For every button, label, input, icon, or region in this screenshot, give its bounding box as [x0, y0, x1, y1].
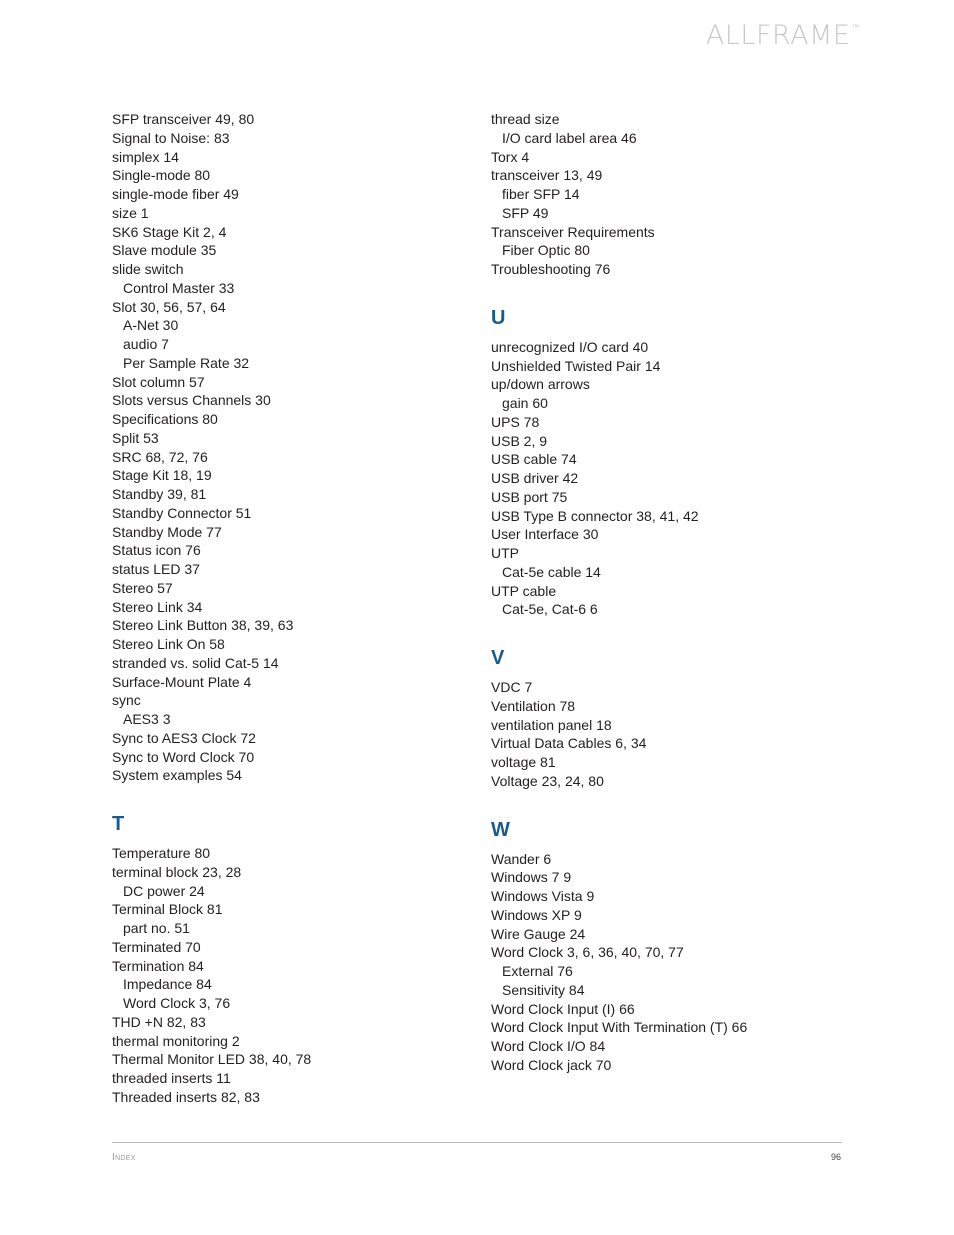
index-letter-heading: T — [112, 813, 125, 835]
index-entry: Word Clock jack 70 — [491, 1056, 612, 1073]
index-entry: Temperature 80 — [112, 845, 211, 861]
index-entry: Word Clock I/O 84 — [491, 1038, 606, 1054]
index-entry: transceiver 13, 49 — [491, 167, 603, 184]
index-entry: Slots versus Channels 30 — [112, 392, 271, 409]
index-entry: Signal to Noise: 83 — [112, 129, 230, 146]
index-subentry: Word Clock 3, 76 — [123, 995, 231, 1011]
index-entry: Troubleshooting 76 — [491, 261, 611, 277]
index-entry: Terminated 70 — [112, 938, 201, 955]
index-entry: threaded inserts 11 — [112, 1070, 231, 1086]
index-entry: Wire Gauge 24 — [491, 925, 586, 942]
index-entry: Windows Vista 9 — [491, 888, 595, 904]
index-entry: Sync to AES3 Clock 72 — [112, 729, 256, 746]
index-entry: Standby Mode 77 — [112, 523, 222, 540]
index-entry: status LED 37 — [112, 561, 200, 577]
index-subentry: gain 60 — [502, 395, 548, 411]
index-subentry: Control Master 33 — [123, 279, 235, 296]
index-entry: Word Clock Input (I) 66 — [491, 1000, 635, 1017]
index-entry: Stage Kit 18, 19 — [112, 467, 212, 484]
index-entry: User Interface 30 — [491, 526, 599, 543]
index-entry: VDC 7 — [491, 679, 533, 695]
index-entry: Standby 39, 81 — [112, 486, 207, 502]
index-subentry: SFP 49 — [502, 204, 549, 221]
index-entry: Status icon 76 — [112, 542, 201, 559]
index-subentry: AES3 3 — [123, 711, 171, 727]
index-entry: simplex 14 — [112, 148, 179, 165]
index-subentry: I/O card label area 46 — [502, 129, 637, 146]
index-entry: Word Clock 3, 6, 36, 40, 70, 77 — [491, 944, 684, 961]
index-entry: System examples 54 — [112, 767, 242, 784]
index-letter-heading: V — [491, 647, 505, 669]
index-entry: Threaded inserts 82, 83 — [112, 1088, 260, 1105]
index-entry: Sync to Word Clock 70 — [112, 748, 255, 765]
index-subentry: Per Sample Rate 32 — [123, 354, 250, 371]
logo-text-light: ALL — [705, 20, 756, 51]
index-entry: thermal monitoring 2 — [112, 1032, 240, 1049]
index-entry: Stereo Link 34 — [112, 598, 203, 615]
index-entry: voltage 81 — [491, 754, 556, 770]
index-subentry: audio 7 — [123, 336, 169, 352]
index-entry: thread size — [491, 111, 560, 127]
index-entry: Slave module 35 — [112, 242, 217, 259]
index-entry: stranded vs. solid Cat-5 14 — [112, 654, 279, 671]
index-entry: Slot column 57 — [112, 373, 205, 390]
index-entry: slide switch — [112, 261, 184, 277]
trademark-mark: ™ — [851, 23, 860, 32]
index-entry: Word Clock Input With Termination (T) 66 — [491, 1019, 748, 1036]
allframe-logo — [706, 22, 860, 49]
index-letter-heading: W — [491, 818, 510, 841]
index-subentry: Impedance 84 — [123, 976, 212, 993]
index-subentry: fiber SFP 14 — [502, 186, 580, 202]
index-subentry: Fiber Optic 80 — [502, 242, 590, 259]
index-entry: up/down arrows — [491, 376, 590, 393]
index-entry: single-mode fiber 49 — [112, 186, 239, 202]
index-entry: Voltage 23, 24, 80 — [491, 772, 604, 789]
index-entry: sync — [112, 692, 141, 709]
index-entry: size 1 — [112, 204, 149, 221]
index-column-right — [491, 110, 851, 1075]
index-subentry: DC power 24 — [123, 882, 205, 899]
index-entry: ventilation panel 18 — [491, 716, 612, 733]
index-entry: USB Type B connector 38, 41, 42 — [491, 507, 699, 524]
footer-section-label: Index — [112, 1152, 136, 1163]
index-subentry: part no. 51 — [123, 920, 190, 936]
index-subentry: External 76 — [502, 963, 573, 979]
index-entry: Transceiver Requirements — [491, 223, 655, 240]
index-entry: Windows XP 9 — [491, 906, 582, 923]
index-entry: USB driver 42 — [491, 470, 579, 486]
index-entry: Unshielded Twisted Pair 14 — [491, 357, 661, 374]
index-entry: Stereo Link Button 38, 39, 63 — [112, 617, 294, 634]
index-entry: Torx 4 — [491, 148, 530, 165]
index-entry: THD +N 82, 83 — [112, 1013, 206, 1030]
index-subentry: Cat-5e cable 14 — [502, 563, 601, 580]
index-entry: Split 53 — [112, 429, 159, 446]
index-entry: terminal block 23, 28 — [112, 863, 242, 880]
index-entry: Surface-Mount Plate 4 — [112, 673, 252, 690]
index-entry: USB cable 74 — [491, 451, 577, 468]
index-subentry: Sensitivity 84 — [502, 981, 585, 998]
index-entry: Virtual Data Cables 6, 34 — [491, 735, 647, 752]
index-subentry: A-Net 30 — [123, 317, 179, 334]
index-entry: Thermal Monitor LED 38, 40, 78 — [112, 1051, 312, 1068]
index-entry: USB port 75 — [491, 488, 568, 505]
index-column-left — [112, 110, 472, 1107]
index-entry: SFP transceiver 49, 80 — [112, 111, 255, 127]
index-entry: Windows 7 9 — [491, 869, 572, 886]
index-entry: Standby Connector 51 — [112, 504, 252, 521]
index-entry: UPS 78 — [491, 413, 540, 430]
index-entry: SK6 Stage Kit 2, 4 — [112, 223, 227, 240]
index-entry: Ventilation 78 — [491, 697, 576, 714]
footer-divider — [112, 1142, 842, 1143]
logo-text-main: FRAME — [755, 20, 851, 51]
index-entry: Terminal Block 81 — [112, 901, 223, 918]
index-entry: Stereo Link On 58 — [112, 636, 225, 652]
page-number: 96 — [830, 1152, 841, 1162]
index-subentry: Cat-5e, Cat-6 6 — [502, 601, 598, 618]
index-entry: Specifications 80 — [112, 411, 218, 427]
index-entry: Stereo 57 — [112, 579, 173, 596]
index-entry: unrecognized I/O card 40 — [491, 338, 649, 355]
index-entry: UTP cable — [491, 582, 557, 599]
index-entry: Single-mode 80 — [112, 167, 211, 184]
index-entry: USB 2, 9 — [491, 432, 548, 449]
index-entry: UTP — [491, 545, 519, 561]
index-entry: Termination 84 — [112, 957, 204, 974]
index-letter-heading: U — [491, 306, 506, 329]
index-entry: Wander 6 — [491, 850, 552, 867]
index-entry: Slot 30, 56, 57, 64 — [112, 298, 226, 315]
index-entry: SRC 68, 72, 76 — [112, 448, 208, 465]
